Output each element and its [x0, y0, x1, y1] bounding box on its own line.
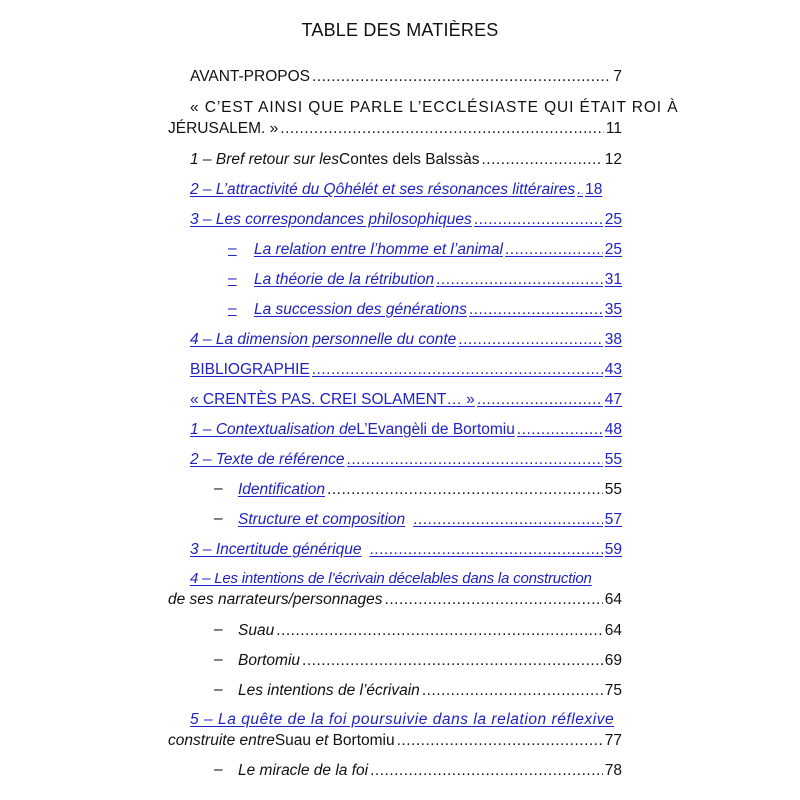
toc-entry-page: 12 — [604, 151, 622, 168]
toc-entry-text: 4 – La dimension personnelle du conte — [190, 331, 457, 348]
toc-entry-text: 1 – Bref retour sur les — [190, 151, 340, 168]
toc-entry-page: 43 — [604, 361, 622, 378]
toc-dash: – — [228, 240, 237, 257]
toc-entry-page: 64 — [604, 622, 622, 639]
toc-link-contextualisation[interactable] — [190, 420, 622, 439]
toc-entry-name-suau: Suau — [274, 732, 312, 749]
toc-entry-page: 38 — [604, 331, 622, 348]
toc-entry-text: 3 – Les correspondances philosophiques — [190, 211, 472, 228]
toc-entry-identification[interactable] — [238, 480, 622, 499]
toc-entry-text: 2 – Texte de référence — [190, 451, 345, 468]
toc-entry-page: 47 — [604, 391, 622, 408]
toc-dash: – — [214, 480, 223, 497]
toc-entry-page: 78 — [604, 762, 622, 779]
toc-link-texte-reference[interactable] — [190, 450, 622, 469]
toc-entry-text: Bortomiu — [238, 652, 301, 669]
toc-link-crentes-pas[interactable] — [190, 390, 622, 409]
toc-dash: – — [214, 651, 223, 668]
toc-entry-text-and: et — [311, 732, 333, 749]
toc-entry-text: Structure et composition — [238, 511, 406, 528]
toc-dash: – — [228, 270, 237, 287]
toc-entry-page: 69 — [604, 652, 622, 669]
toc-dash: – — [214, 681, 223, 698]
toc-entry-page: 35 — [604, 301, 622, 318]
toc-entry-text: AVANT-PROPOS — [190, 68, 311, 85]
toc-entry-text-continued: de ses narrateurs/personnages — [168, 591, 383, 608]
toc-entry-text: Le miracle de la foi — [238, 762, 369, 779]
toc-entry-name-bortomiu: Bortomiu — [332, 732, 395, 749]
toc-entry-page: 57 — [604, 511, 622, 528]
toc-link-theorie-retribution[interactable] — [254, 270, 622, 289]
toc-link-succession-generations[interactable] — [254, 300, 622, 319]
toc-dash: – — [214, 621, 223, 638]
toc-entry-avant-propos[interactable] — [190, 67, 622, 86]
toc-link-dimension-personnelle[interactable] — [190, 330, 622, 349]
toc-entry-page: 25 — [604, 241, 622, 258]
toc-entry-text: « CRENTÈS PAS. CREI SOLAMENT… » — [190, 391, 475, 408]
toc-entry-text-title: Contes dels Balssàs — [339, 151, 480, 168]
toc-entry-page: 55 — [604, 451, 622, 468]
toc-entry-text: La succession des générations — [254, 301, 467, 318]
toc-dash: – — [214, 761, 223, 778]
toc-entry-text: Les intentions de l’écrivain — [238, 682, 420, 699]
toc-entry-text: BIBLIOGRAPHIE — [190, 361, 310, 378]
page-title: TABLE DES MATIÈRES — [301, 20, 499, 40]
toc-entry-intentions-de-l-ecrivain[interactable] — [238, 681, 622, 700]
toc-entry-suau[interactable] — [238, 621, 622, 640]
toc-entry-page: 31 — [604, 271, 622, 288]
toc-entry-text: Identification — [238, 481, 326, 498]
toc-entry-text: 1 – Contextualisation de — [190, 421, 357, 438]
toc-entry-text: 2 – L’attractivité du Qôhélét et ses résonances littéraires — [190, 181, 576, 198]
toc-entry-page: 77 — [604, 732, 622, 749]
toc-link-correspondances[interactable] — [190, 210, 622, 229]
toc-entry-page: 7 — [613, 68, 622, 85]
toc-entry-ecclesiaste[interactable] — [168, 119, 622, 138]
toc-link-incertitude-generique[interactable] — [190, 540, 622, 559]
toc-entry-text-continued: construite entre — [168, 732, 275, 749]
toc-link-bibliographie[interactable] — [190, 360, 622, 379]
toc-entry-text: Suau — [238, 622, 275, 639]
toc-entry-page: 11 — [605, 120, 622, 137]
toc-entry-text: 3 – Incertitude générique — [190, 541, 362, 558]
toc-entry-bref-retour[interactable] — [190, 150, 622, 169]
toc-entry-page: 75 — [604, 682, 622, 699]
toc-link-quete-de-la-foi[interactable] — [190, 711, 622, 729]
toc-entry-text: « C’EST AINSI QUE PARLE L’ECCLÉSIASTE QUI ÉTAIT ROI À — [190, 99, 679, 116]
toc-entry-text: 5 – La quête de la foi poursuivie dans la relation réflexive — [190, 711, 615, 728]
toc-entry-text-continued: JÉRUSALEM. » — [168, 120, 279, 137]
toc-entry-text: La relation entre l’homme et l’animal — [254, 241, 503, 258]
toc-entry-text-title: L’Evangèli de Bortomiu — [356, 421, 515, 438]
toc-entry-page: 64 — [604, 591, 622, 608]
toc-entry-page: 59 — [604, 541, 622, 558]
toc-entry-page: 18 — [585, 181, 603, 198]
toc-entry-intentions-ecrivain[interactable] — [168, 590, 622, 609]
toc-entry-text: La théorie de la rétribution — [254, 271, 435, 288]
toc-entry-quete-de-la-foi[interactable] — [168, 731, 622, 750]
toc-dash: – — [214, 510, 223, 527]
toc-entry-page: 48 — [604, 421, 622, 438]
toc-link-attractivite[interactable] — [190, 180, 622, 199]
toc-dash: – — [228, 300, 237, 317]
toc-entry-ecclesiaste-line1[interactable] — [190, 99, 679, 117]
toc-link-relation-homme-animal[interactable] — [254, 240, 622, 259]
toc-link-structure-composition[interactable] — [238, 510, 622, 529]
toc-entry-page: 25 — [604, 211, 622, 228]
toc-link-intentions-ecrivain[interactable]: 4 – Les intentions de l’écrivain décelables dans la construction — [190, 570, 592, 587]
toc-entry-miracle-de-la-foi[interactable] — [238, 761, 622, 780]
toc-entry-page: 55 — [604, 481, 622, 498]
toc-entry-bortomiu[interactable] — [238, 651, 622, 670]
